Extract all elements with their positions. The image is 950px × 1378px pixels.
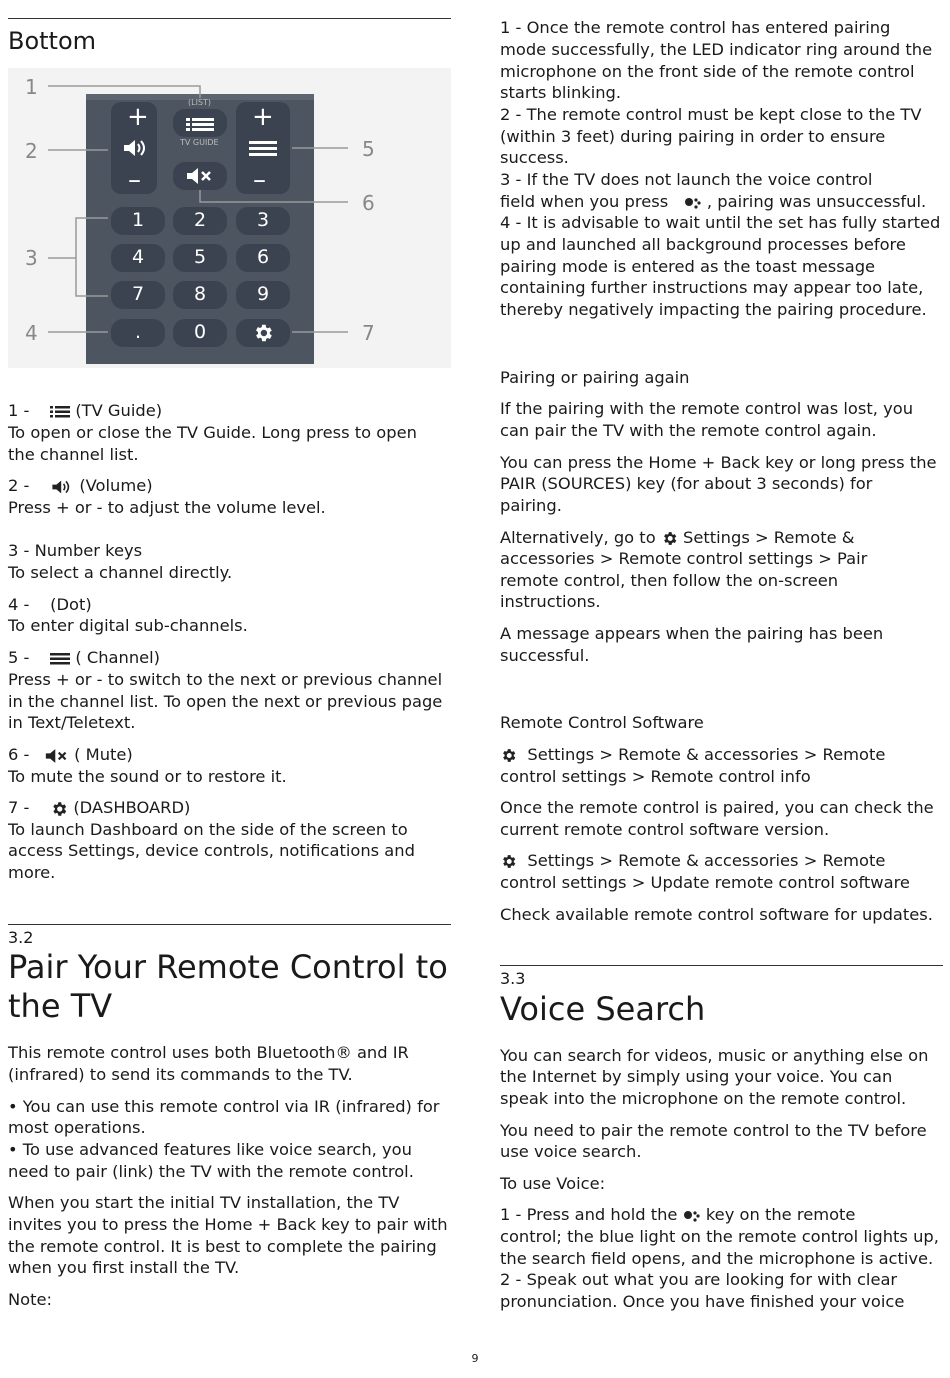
item-3-desc-1: To select a channel directly.	[8, 563, 233, 582]
note-line-14: thereby negatively impacting the pairing procedure.	[500, 300, 927, 319]
key-1: 1	[132, 209, 145, 231]
key-5: 5	[194, 246, 207, 268]
item-6-desc-1: To mute the sound or to restore it.	[8, 767, 287, 786]
pair-bullet-line-4: need to pair (link) the TV with the remote control.	[8, 1162, 414, 1181]
key-7: 7	[132, 283, 145, 305]
pairing-p3-line-1: Alternatively, go to Settings > Remote &	[500, 528, 855, 547]
note-line-2: mode successfully, the LED indicator ring around the	[500, 40, 933, 59]
pair-para-1-line-1: This remote control uses both Bluetooth® and IR	[8, 1043, 409, 1062]
voice-step-line-1: 1 - Press and hold the key on the remote	[500, 1205, 856, 1224]
pair-para-3-line-2: invites you to press the Home + Back key to pair with	[8, 1215, 448, 1234]
key-0: 0	[194, 321, 207, 343]
key-2: 2	[194, 209, 207, 231]
item-5-title: 5 - ( Channel)	[8, 648, 161, 667]
voice-step-line-2: control; the blue light on the remote control lights up,	[500, 1227, 939, 1246]
key-8: 8	[194, 283, 207, 305]
tv-guide-icon	[186, 117, 214, 136]
voice-p2-line-1: You need to pair the remote control to the TV before	[500, 1121, 927, 1140]
item-1-desc-2: the channel list.	[8, 445, 139, 464]
pairing-p4-line-1: A message appears when the pairing has been	[500, 624, 884, 643]
pair-para-3-line-3: the remote control. It is best to complete the pairing	[8, 1237, 437, 1256]
tv-guide-icon	[50, 406, 70, 418]
item-7-desc-2: access Settings, device controls, notifications and	[8, 841, 415, 860]
section-title-3-2-line-1: Pair Your Remote Control to	[8, 948, 448, 986]
note-line-12: pairing mode is entered as the toast message	[500, 257, 876, 276]
pairing-p2-line-3: pairing.	[500, 496, 562, 515]
pair-para-1-line-2: (infrared) to send its commands to the TV.	[8, 1065, 353, 1084]
pairing-p4-line-2: successful.	[500, 646, 590, 665]
software-path2-line-2: control settings > Update remote control software	[500, 873, 910, 892]
pairing-p2-line-1: You can press the Home + Back key or long press the	[500, 453, 937, 472]
software-p2: Check available remote control software for updates.	[500, 905, 933, 924]
note-line-10: 4 - It is advisable to wait until the set has fully started	[500, 213, 941, 232]
note-line-9: field when you press , pairing was unsuccessful.	[500, 192, 927, 211]
item-7-title: 7 - (DASHBOARD)	[8, 798, 191, 817]
item-5-desc-1: Press + or - to switch to the next or previous channel	[8, 670, 443, 689]
key-6: 6	[257, 246, 270, 268]
volume-icon	[50, 479, 74, 495]
volume-icon	[122, 138, 150, 162]
software-heading: Remote Control Software	[500, 713, 704, 732]
pair-bullet-line-1: • You can use this remote control via IR (infrared) for	[8, 1097, 440, 1116]
software-p1-line-2: current remote control software version.	[500, 820, 830, 839]
pairing-p3-line-2: accessories > Remote control settings > Pair	[500, 549, 868, 568]
item-7-desc-1: To launch Dashboard on the side of the screen to	[8, 820, 408, 839]
voice-step-line-3: the search field opens, and the microphone is active.	[500, 1249, 934, 1268]
pair-bullet-line-3: • To use advanced features like voice search, you	[8, 1140, 412, 1159]
channel-plus-icon: +	[252, 102, 274, 132]
section-title-3-3: Voice Search	[500, 990, 706, 1028]
note-label: Note:	[8, 1290, 53, 1309]
gear-icon	[500, 853, 517, 870]
volume-minus-icon: –	[128, 165, 141, 195]
key-3: 3	[257, 209, 270, 231]
software-path1-line-2: control settings > Remote control info	[500, 767, 811, 786]
item-6-title: 6 - ( Mute)	[8, 745, 133, 764]
callout-4: 4	[25, 321, 38, 345]
page-number: 9	[471, 1352, 479, 1365]
voice-step-line-5: pronunciation. Once you have finished your voice	[500, 1292, 905, 1311]
remote-diagram	[8, 68, 451, 368]
callout-3: 3	[25, 246, 38, 270]
note-line-7: success.	[500, 148, 569, 167]
callout-2: 2	[25, 139, 38, 163]
tv-guide-label: TV GUIDE	[180, 138, 219, 147]
list-label: (LIST)	[188, 98, 212, 107]
voice-p1-line-1: You can search for videos, music or anything else on	[500, 1046, 929, 1065]
mute-icon	[45, 748, 69, 764]
item-5-desc-2: in the channel list. To open the next or previous page	[8, 692, 443, 711]
voice-p1-line-2: the Internet by simply using your voice. You can	[500, 1067, 893, 1086]
volume-plus-icon: +	[127, 102, 149, 132]
software-p1-line-1: Once the remote control is paired, you can check the	[500, 798, 934, 817]
item-1-title: 1 - (TV Guide)	[8, 401, 163, 420]
note-line-3: microphone on the front side of the remote control	[500, 62, 915, 81]
section-rule-3-3	[500, 965, 943, 966]
callout-5: 5	[362, 137, 375, 161]
note-line-4: starts blinking.	[500, 83, 622, 102]
key-9: 9	[257, 283, 270, 305]
section-heading-bottom: Bottom	[8, 27, 97, 55]
pair-para-3-line-1: When you start the initial TV installation, the TV	[8, 1193, 400, 1212]
assistant-icon	[683, 1209, 701, 1223]
pairing-p2-line-2: PAIR (SOURCES) key (for about 3 seconds) for	[500, 474, 873, 493]
gear-icon	[50, 800, 68, 818]
note-line-11: up and launched all background processes before	[500, 235, 906, 254]
item-5-desc-3: in Text/Teletext.	[8, 713, 136, 732]
remote-diagram-svg	[8, 68, 451, 368]
channel-icon	[50, 653, 70, 665]
dashboard-gear-icon	[252, 322, 274, 348]
voice-p2-line-2: use voice search.	[500, 1142, 642, 1161]
voice-step-line-4: 2 - Speak out what you are looking for with clear	[500, 1270, 898, 1289]
note-line-13: containing further instructions may appear too late,	[500, 278, 924, 297]
pairing-heading: Pairing or pairing again	[500, 368, 690, 387]
pairing-p1-line-2: can pair the TV with the remote control again.	[500, 421, 877, 440]
pairing-p3-line-3: remote control, then follow the on-screen	[500, 571, 839, 590]
pair-bullet-line-2: most operations.	[8, 1118, 146, 1137]
item-7-desc-3: more.	[8, 863, 56, 882]
section-title-3-2-line-2: the TV	[8, 987, 113, 1025]
gear-icon	[500, 747, 517, 764]
section-number-3-3: 3.3	[500, 969, 526, 988]
item-4-desc-1: To enter digital sub-channels.	[8, 616, 248, 635]
software-path1-line-1: Settings > Remote & accessories > Remote	[500, 744, 885, 766]
assistant-icon	[684, 196, 702, 210]
item-1-desc-1: To open or close the TV Guide. Long press to open	[8, 423, 417, 442]
note-line-8: 3 - If the TV does not launch the voice control	[500, 170, 873, 189]
callout-6: 6	[362, 191, 375, 215]
item-4-title: 4 - (Dot)	[8, 595, 92, 614]
callout-1: 1	[25, 75, 38, 99]
mute-icon	[186, 167, 214, 189]
top-rule-left	[8, 18, 451, 19]
note-line-6: (within 3 feet) during pairing in order to ensure	[500, 127, 886, 146]
pairing-p1-line-1: If the pairing with the remote control was lost, you	[500, 399, 914, 418]
key-dot: .	[135, 321, 142, 343]
voice-p3: To use Voice:	[500, 1174, 606, 1193]
key-4: 4	[132, 246, 145, 268]
pairing-p3-line-4: instructions.	[500, 592, 601, 611]
gear-icon	[661, 530, 678, 547]
section-rule-3-2	[8, 924, 451, 925]
channel-icon	[249, 141, 277, 161]
item-3-title: 3 - Number keys	[8, 541, 143, 560]
software-path2-line-1: Settings > Remote & accessories > Remote	[500, 850, 885, 872]
item-2-title: 2 - (Volume)	[8, 476, 153, 495]
section-number-3-2: 3.2	[8, 928, 34, 947]
item-2-desc-1: Press + or - to adjust the volume level.	[8, 498, 326, 517]
callout-7: 7	[362, 321, 375, 345]
voice-p1-line-3: speak into the microphone on the remote control.	[500, 1089, 907, 1108]
pair-para-3-line-4: when you first install the TV.	[8, 1258, 240, 1277]
channel-minus-icon: –	[253, 165, 266, 195]
note-line-1: 1 - Once the remote control has entered pairing	[500, 18, 891, 37]
note-line-5: 2 - The remote control must be kept close to the TV	[500, 105, 922, 124]
